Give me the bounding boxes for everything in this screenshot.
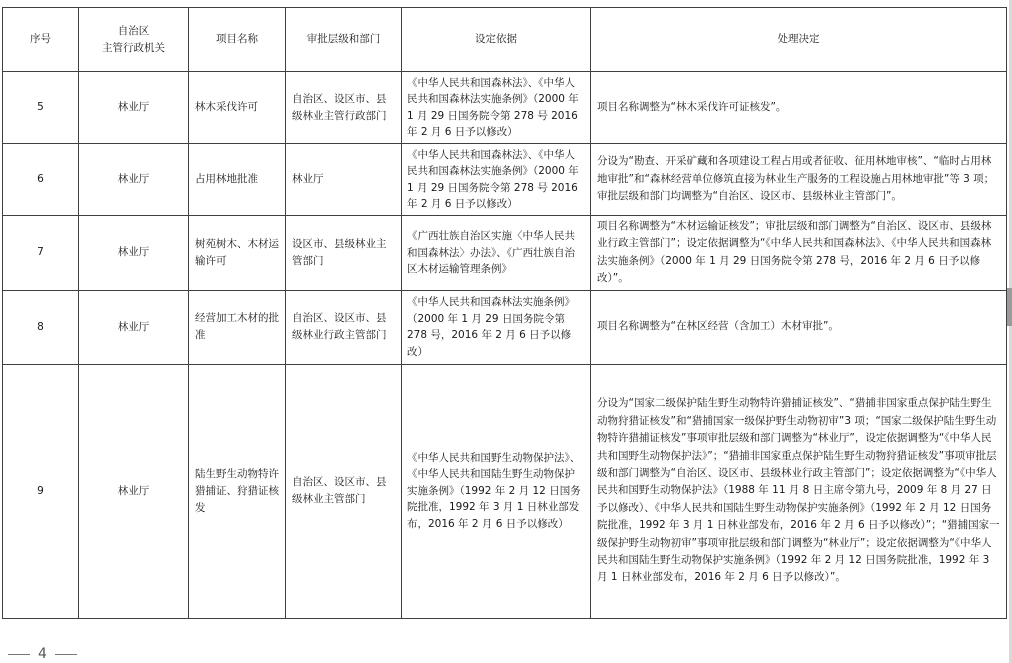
row-approval: 设区市、县级林业主管部门 <box>286 216 402 291</box>
row-decision: 分设为“勘查、开采矿藏和各项建设工程占用或者征收、征用林地审核”、“临时占用林地审批”和“森林经营单位修筑直接为林业生产服务的工程设施占用林地审批”等 3 项；审批层级和部门均调整为“自治区、设区市、县级林业主管部门”。 <box>591 144 1007 216</box>
header-item-name: 项目名称 <box>189 8 286 72</box>
row-item-name: 占用林地批准 <box>189 144 286 216</box>
row-seq: 9 <box>3 364 79 618</box>
row-decision: 项目名称调整为“林木采伐许可证核发”。 <box>591 72 1007 144</box>
row-authority: 林业厅 <box>79 364 189 618</box>
row-item-name: 陆生野生动物特许猎捕证、狩猎证核发 <box>189 364 286 618</box>
header-authority-line1: 自治区 <box>117 24 150 37</box>
table-header-row <box>3 8 1007 72</box>
row-approval: 自治区、设区市、县级林业主管部门 <box>286 364 402 618</box>
row-basis: 《中华人民共和国野生动物保护法》、《中华人民共和国陆生野生动物保护实施条例》（1992 年 2 月 12 日国务院批准，1992 年 3 月 1 日林业部发布，2016 年 2 月 6 日予以修改） <box>402 364 591 618</box>
table-row <box>3 364 1007 618</box>
row-decision: 分设为“国家二级保护陆生野生动物特许猎捕证核发”、“猎捕非国家重点保护陆生野生动物狩猎证核发”和“猎捕国家一级保护野生动物初审”3 项；“国家二级保护陆生野生动物特许猎捕证核发”事项审批层级和部门调整为“林业厅”，设定依据调整为“《中华人民共和国野生动物保护法》”；“猎捕非国家重点保护陆生野生动物狩猎证核发”事项审批层级和部门调整为“自治区、设区市、县级林业行政主管部门”；设定依据调整为“《中华人民共和国野生动物保护法》（1988 年 11 月 8 日主席令第九号，2009 年 8 月 27 日予以修改）、《中华人民共和国陆生野生动物保护实施条例》（1992 年 2 月 12 日国务院批准，1992 年 3 月 1 日林业部发布，2016 年 2 月 6 日予以修改）”；“猎捕国家一级保护野生动物初审”事项审批层级和部门调整为“林业厅”；设定依据调整为“《中华人民共和国陆生野生动物保护实施条例》（1992 年 2 月 12 日国务院批准，1992 年 3 月 1 日林业部发布，2016 年 2 月 6 日予以修改）”。 <box>591 364 1007 618</box>
row-authority: 林业厅 <box>79 72 189 144</box>
table-row <box>3 216 1007 291</box>
row-basis: 《中华人民共和国森林法》、《中华人民共和国森林法实施条例》（2000 年 1 月 29 日国务院令第 278 号 2016 年 2 月 6 日予以修改） <box>402 144 591 216</box>
table-row <box>3 290 1007 364</box>
header-decision: 处理决定 <box>591 8 1007 72</box>
table-row <box>3 72 1007 144</box>
row-approval: 自治区、设区市、县级林业主管行政部门 <box>286 72 402 144</box>
header-basis: 设定依据 <box>402 8 591 72</box>
row-item-name: 树苑树木、木材运输许可 <box>189 216 286 291</box>
row-basis: 《中华人民共和国森林法实施条例》（2000 年 1 月 29 日国务院令第 278 号，2016 年 2 月 6 日予以修改） <box>402 290 591 364</box>
header-seq: 序号 <box>3 8 79 72</box>
header-authority <box>79 8 189 72</box>
row-seq: 8 <box>3 290 79 364</box>
row-authority: 林业厅 <box>79 144 189 216</box>
row-seq: 5 <box>3 72 79 144</box>
row-authority: 林业厅 <box>79 216 189 291</box>
row-approval: 自治区、设区市、县级林业行政主管部门 <box>286 290 402 364</box>
page-footer <box>8 645 77 663</box>
row-item-name: 林木采伐许可 <box>189 72 286 144</box>
row-item-name: 经营加工木材的批准 <box>189 290 286 364</box>
header-approval: 审批层级和部门 <box>286 8 402 72</box>
row-seq: 6 <box>3 144 79 216</box>
row-authority: 林业厅 <box>79 290 189 364</box>
row-basis: 《中华人民共和国森林法》、《中华人民共和国森林法实施条例》（2000 年 1 月 29 日国务院令第 278 号 2016 年 2 月 6 日予以修改） <box>402 72 591 144</box>
row-decision: 项目名称调整为“木材运输证核发”；审批层级和部门调整为“自治区、设区市、县级林业行政主管部门”；设定依据调整为“《中华人民共和国森林法》、《中华人民共和国森林法实施条例》（2000 年 1 月 29 日国务院令第 278 号，2016 年 2 月 6 日予以修改）”。 <box>591 216 1007 291</box>
row-basis: 《广西壮族自治区实施〈中华人民共和国森林法〉办法》、《广西壮族自治区木材运输管理条例》 <box>402 216 591 291</box>
row-approval: 林业厅 <box>286 144 402 216</box>
page-number: 4 <box>38 646 47 662</box>
approval-items-table <box>2 7 1007 619</box>
header-authority-line2: 主管行政机关 <box>102 41 165 54</box>
row-decision: 项目名称调整为“在林区经营（含加工）木材审批”。 <box>591 290 1007 364</box>
row-seq: 7 <box>3 216 79 291</box>
footer-dash-right <box>55 654 77 655</box>
table-row <box>3 144 1007 216</box>
footer-dash-left <box>8 654 30 655</box>
